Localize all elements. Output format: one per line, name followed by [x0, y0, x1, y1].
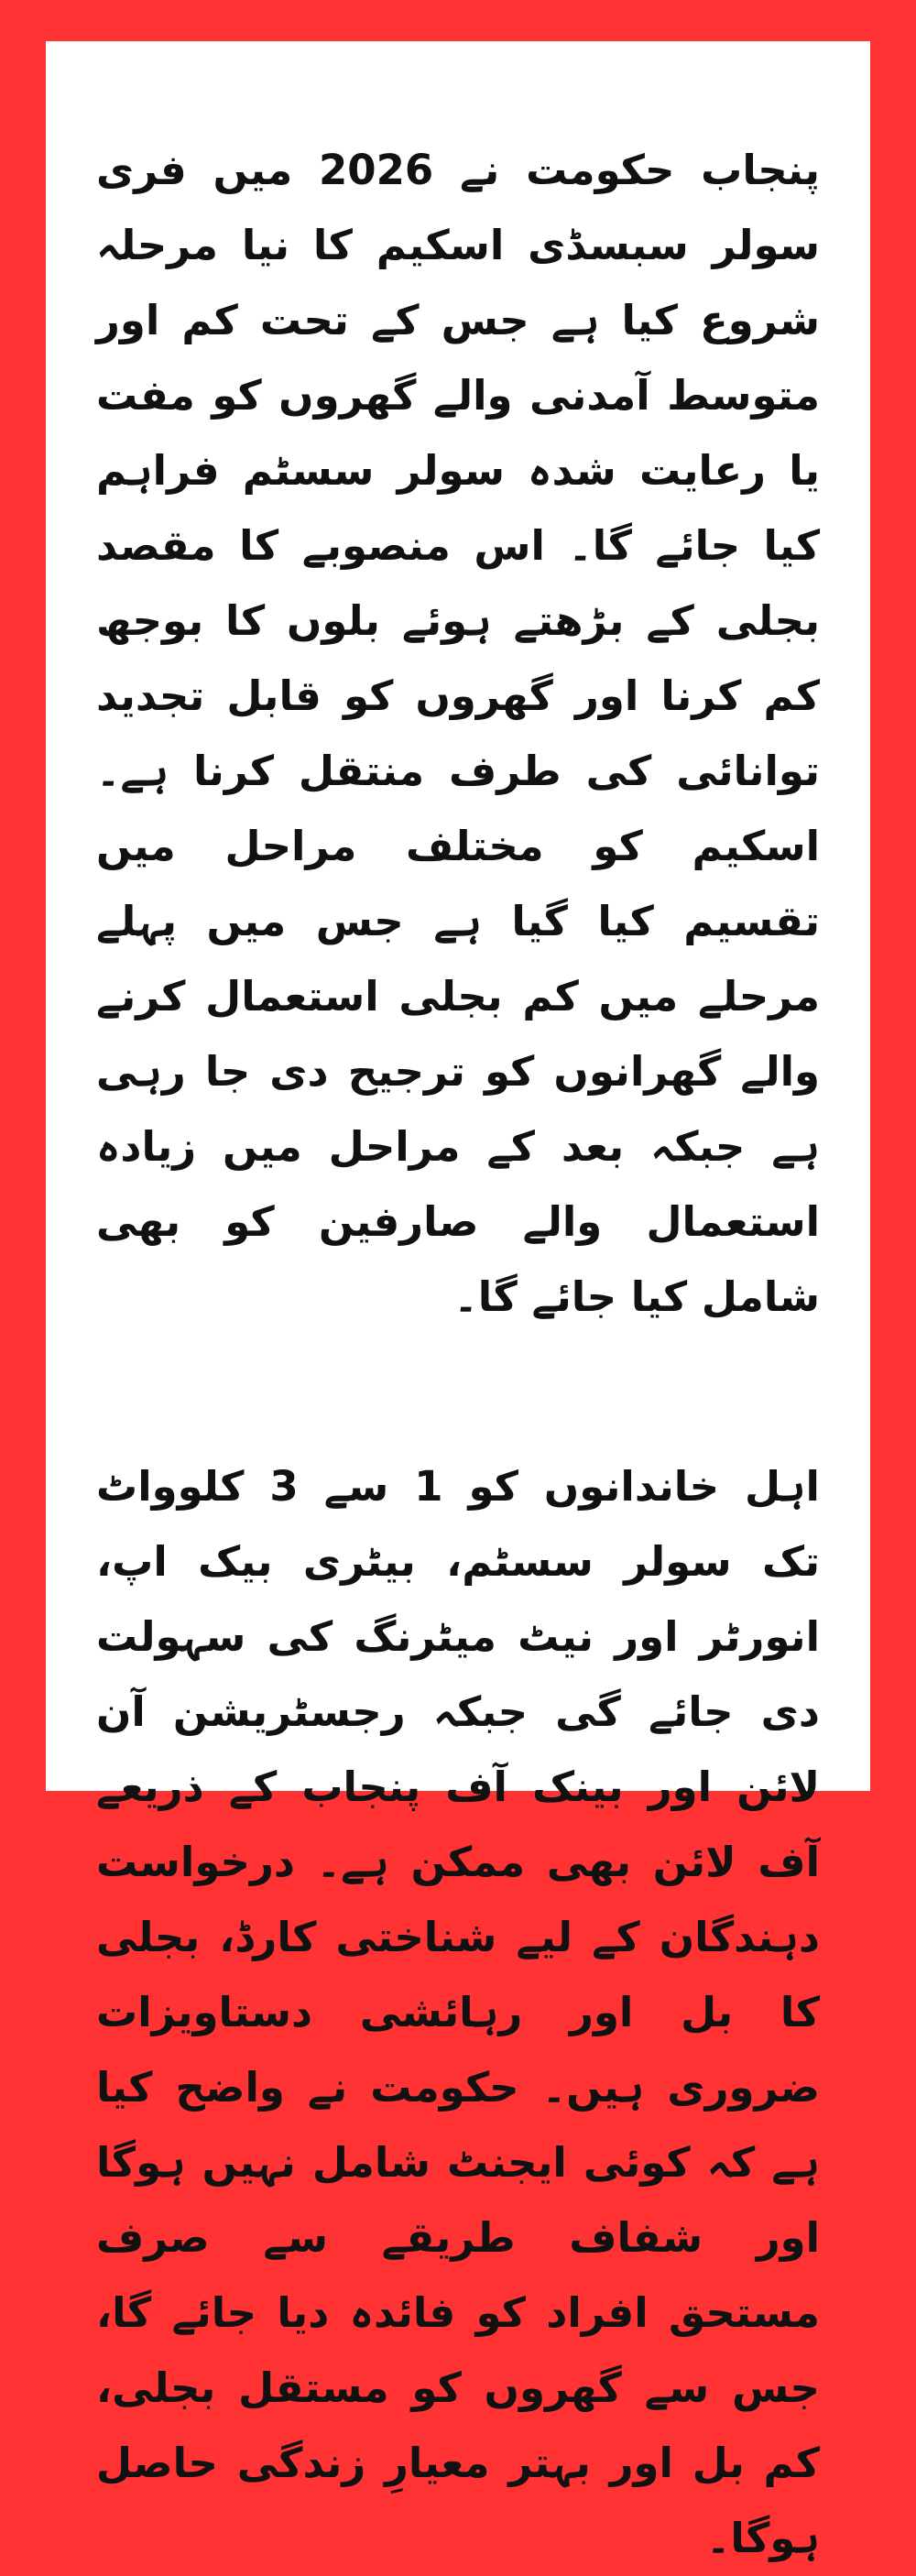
article-card — [46, 41, 870, 2562]
article-paragraph-2: اہل خاندانوں کو 1 سے 3 کلوواٹ تک سولر سسٹم، بیٹری بیک اپ، انورٹر اور نیٹ میٹرنگ کی سہولت دی جائے گی جبکہ رجسٹریشن آن لائن اور بینک آف پنجاب کے ذریعے آف لائن بھی ممکن ہے۔ درخواست دہندگان کے لیے شناختی کارڈ، بجلی کا بل اور رہائشی دستاویزات ضروری ہیں۔ حکومت نے واضح کیا ہے کہ کوئی ایجنٹ شامل نہیں ہوگا اور شفاف طریقے سے صرف مستحق افراد کو فائدہ دیا جائے گا، جس سے گھروں کو مستقل بجلی، کم بل اور بہتر معیارِ زندگی حاصل ہوگا۔ — [96, 1462, 820, 2562]
article-paragraph-1: پنجاب حکومت نے 2026 میں فری سولر سبسڈی اسکیم کا نیا مرحلہ شروع کیا ہے جس کے تحت کم اور متوسط آمدنی والے گھروں کو مفت یا رعایت شدہ سولر سسٹم فراہم کیا جائے گا۔ اس منصوبے کا مقصد بجلی کے بڑھتے ہوئے بلوں کا بوجھ کم کرنا اور گھروں کو قابل تجدید توانائی کی طرف منتقل کرنا ہے۔ اسکیم کو مختلف مراحل میں تقسیم کیا گیا ہے جس میں پہلے مرحلے میں کم بجلی استعمال کرنے والے گھرانوں کو ترجیح دی جا رہی ہے جبکہ بعد کے مراحل میں زیادہ استعمال والے صارفین کو بھی شامل کیا جائے گا۔ — [96, 146, 820, 1321]
